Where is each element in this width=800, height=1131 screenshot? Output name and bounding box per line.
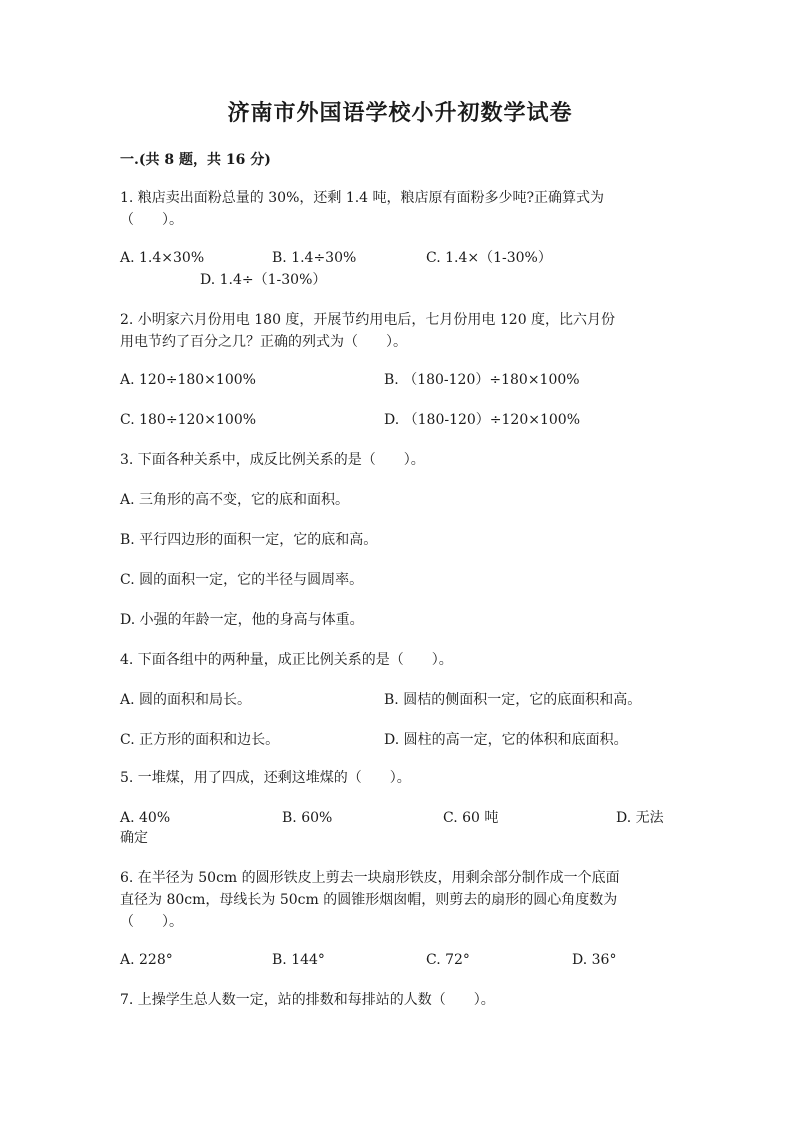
question-1-option-c: C. 1.4×（1-30%） <box>426 250 552 266</box>
question-6-stem-line-1: 6. 在半径为 50cm 的圆形铁皮上剪去一块扇形铁皮，用剩余部分制作成一个底面 <box>120 870 620 886</box>
question-3-option-d: D. 小强的年龄一定，他的身高与体重。 <box>120 612 364 628</box>
question-2-option-a: A. 120÷180×100% <box>120 372 256 388</box>
question-4-option-c: C. 正方形的面积和边长。 <box>120 732 280 748</box>
question-5-option-b: B. 60% <box>282 810 333 826</box>
question-3-option-a: A. 三角形的高不变，它的底和面积。 <box>120 492 350 508</box>
question-5-option-a: A. 40% <box>120 810 171 826</box>
question-6-option-a: A. 228° <box>120 952 173 968</box>
question-6-option-c: C. 72° <box>426 952 470 968</box>
question-3-option-c: C. 圆的面积一定，它的半径与圆周率。 <box>120 572 364 588</box>
question-2-option-c: C. 180÷120×100% <box>120 412 257 428</box>
question-4-option-b: B. 圆桔的侧面积一定，它的底面积和高。 <box>384 692 642 708</box>
question-2-option-d: D. （180-120）÷120×100% <box>384 412 581 428</box>
question-4-stem: 4. 下面各组中的两种量，成正比例关系的是（ ）。 <box>120 652 453 668</box>
question-7-stem: 7. 上操学生总人数一定，站的排数和每排站的人数（ ）。 <box>120 992 495 1008</box>
question-6-option-b: B. 144° <box>272 952 325 968</box>
question-3-option-b: B. 平行四边形的面积一定，它的底和高。 <box>120 532 378 548</box>
question-5-option-d: D. 无法 <box>616 810 664 826</box>
question-4-option-d: D. 圆柱的高一定，它的体积和底面积。 <box>384 732 628 748</box>
question-2-stem-line-1: 2. 小明家六月份用电 180 度，开展节约用电后，七月份用电 120 度，比六月份 <box>120 312 616 328</box>
section-header: 一.(共 8 题，共 16 分) <box>120 152 271 168</box>
question-1-stem-line-2: （ ）。 <box>120 212 183 228</box>
question-1-stem-line-1: 1. 粮店卖出面粉总量的 30%，还剩 1.4 吨，粮店原有面粉多少吨?正确算式为 <box>120 190 605 206</box>
exam-title: 济南市外国语学校小升初数学试卷 <box>227 100 573 126</box>
question-1-option-d: D. 1.4÷（1-30%） <box>200 272 327 288</box>
question-6-option-d: D. 36° <box>572 952 617 968</box>
question-6-stem-line-2: 直径为 80cm，母线长为 50cm 的圆锥形烟囱帽，则剪去的扇形的圆心角度数为 <box>120 892 618 908</box>
question-5-option-d-continued: 确定 <box>120 830 148 846</box>
question-4-option-a: A. 圆的面积和局长。 <box>120 692 252 708</box>
question-2-option-b: B. （180-120）÷180×100% <box>384 372 580 388</box>
question-2-stem-line-2: 用电节约了百分之几？正确的列式为（ ）。 <box>120 334 407 350</box>
question-5-option-c: C. 60 吨 <box>443 810 499 826</box>
question-6-stem-line-3: （ ）。 <box>120 914 183 930</box>
question-1-option-b: B. 1.4÷30% <box>272 250 357 266</box>
question-3-stem: 3. 下面各种关系中，成反比例关系的是（ ）。 <box>120 452 425 468</box>
question-1-option-a: A. 1.4×30% <box>120 250 205 266</box>
question-5-stem: 5. 一堆煤，用了四成，还剩这堆煤的（ ）。 <box>120 770 411 786</box>
